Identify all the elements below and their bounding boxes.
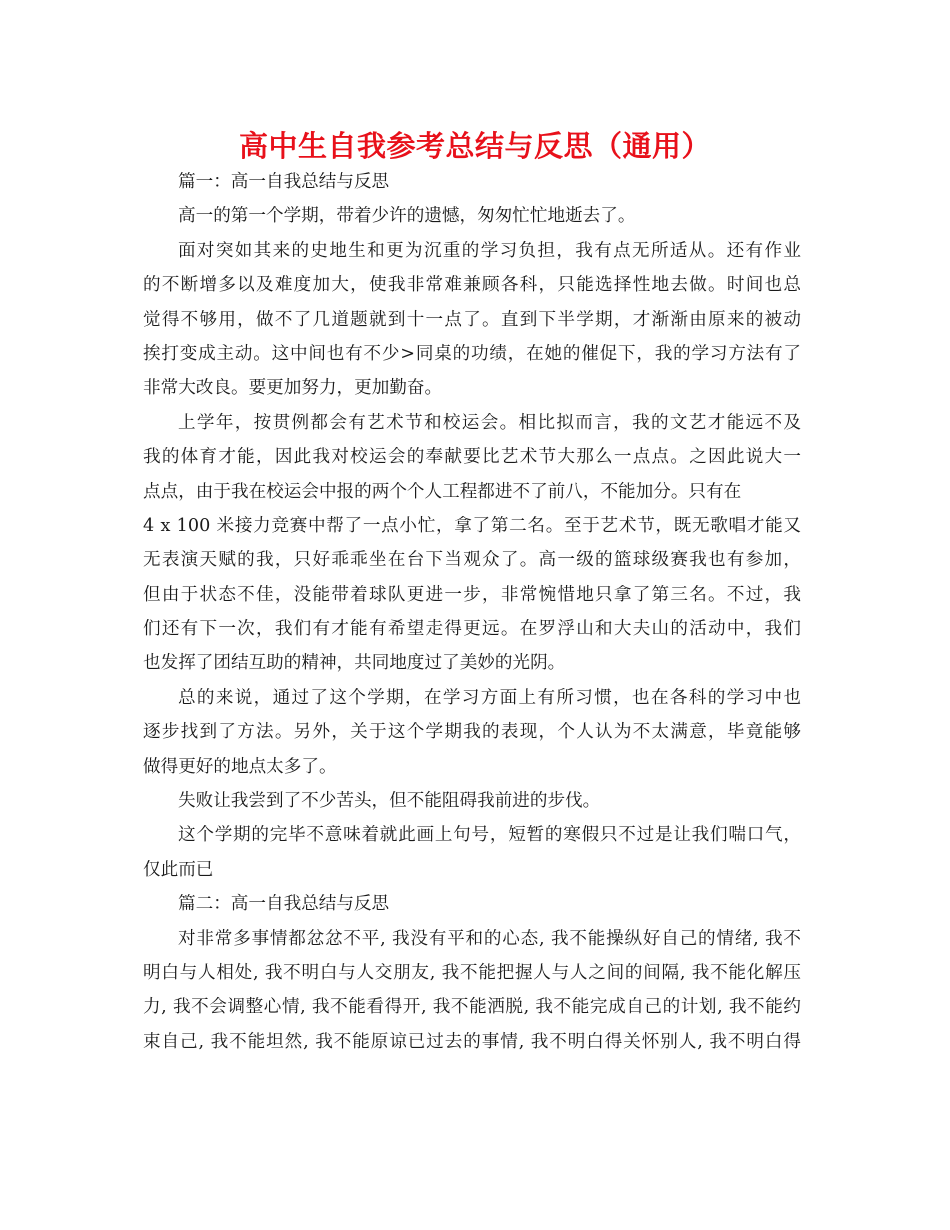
paragraph-line: 失败让我尝到了不少苦头，但不能阻碍我前进的步伐。 [178, 791, 601, 812]
paragraph-line: 挨打变成主动。这中间也有不少>同桌的功绩，在她的催促下，我的学习方法有了 [143, 343, 801, 364]
document-title: 高中生自我参考总结与反思（通用） [238, 129, 711, 163]
paragraph-line: 总的来说，通过了这个学期，在学习方面上有所习惯，也在各科的学习中也 [178, 687, 801, 708]
paragraph-line: 上学年，按贯例都会有艺术节和校运会。相比拟而言，我的文艺才能远不及 [178, 412, 801, 433]
paragraph-line: 面对突如其来的史地生和更为沉重的学习负担，我有点无所适从。还有作业 [178, 240, 801, 261]
paragraph-line: 这个学期的完毕不意味着就此画上句号，短暂的寒假只不过是让我们喘口气， [178, 825, 801, 846]
paragraph-line: 逐步找到了方法。另外，关于这个学期我的表现，个人认为不太满意，毕竟能够 [143, 722, 801, 743]
paragraph-line: 点点，由于我在校运会中报的两个个人工程都进不了前八，不能加分。只有在 [143, 481, 742, 502]
paragraph-line: 篇二：高一自我总结与反思 [178, 894, 390, 915]
paragraph-line: 篇一：高一自我总结与反思 [178, 172, 390, 192]
paragraph-line: 觉得不够用，做不了几道题就到十一点了。直到下半学期，才渐渐由原来的被动 [143, 309, 801, 330]
paragraph-line: 高一的第一个学期，带着少许的遗憾，匆匆忙忙地逝去了。 [178, 206, 636, 227]
paragraph-line: 们还有下一次，我们有才能有希望走得更远。在罗浮山和大夫山的活动中，我们 [143, 619, 801, 640]
paragraph-line: 束自己, 我不能坦然, 我不能原谅已过去的事情, 我不明白得关怀别人, 我不明白得 [143, 1031, 801, 1052]
paragraph-line: 4 x 100 米接力竞赛中帮了一点小忙，拿了第二名。至于艺术节，既无歌唱才能又 [143, 515, 801, 536]
paragraph-line: 非常大改良。要更加努力，更加勤奋。 [143, 378, 443, 399]
paragraph-line: 也发挥了团结互助的精神，共同地度过了美妙的光阴。 [143, 653, 566, 674]
paragraph-line: 对非常多事情都忿忿不平, 我没有平和的心态, 我不能操纵好自己的情绪, 我不 [178, 928, 801, 949]
paragraph-line: 的不断增多以及难度加大，使我非常难兼顾各科，只能选择性地去做。时间也总 [143, 275, 801, 296]
paragraph-line: 做得更好的地点太多了。 [143, 756, 337, 777]
paragraph-line: 仅此而已 [143, 859, 214, 880]
paragraph-line: 但由于状态不佳，没能带着球队更进一步，非常惋惜地只拿了第三名。不过，我 [143, 584, 801, 605]
paragraph-line: 力, 我不会调整心情, 我不能看得开, 我不能洒脱, 我不能完成自己的计划, 我不能约 [143, 997, 801, 1018]
paragraph-line: 我的体育才能，因此我对校运会的奉献要比艺术节大那么一点点。之因此说大一 [143, 447, 801, 468]
paragraph-line: 明白与人相处, 我不明白与人交朋友, 我不能把握人与人之间的间隔, 我不能化解压 [143, 962, 801, 983]
paragraph-line: 无表演天赋的我，只好乖乖坐在台下当观众了。高一级的篮球级赛我也有参加， [143, 550, 801, 571]
document-body [143, 165, 801, 1059]
